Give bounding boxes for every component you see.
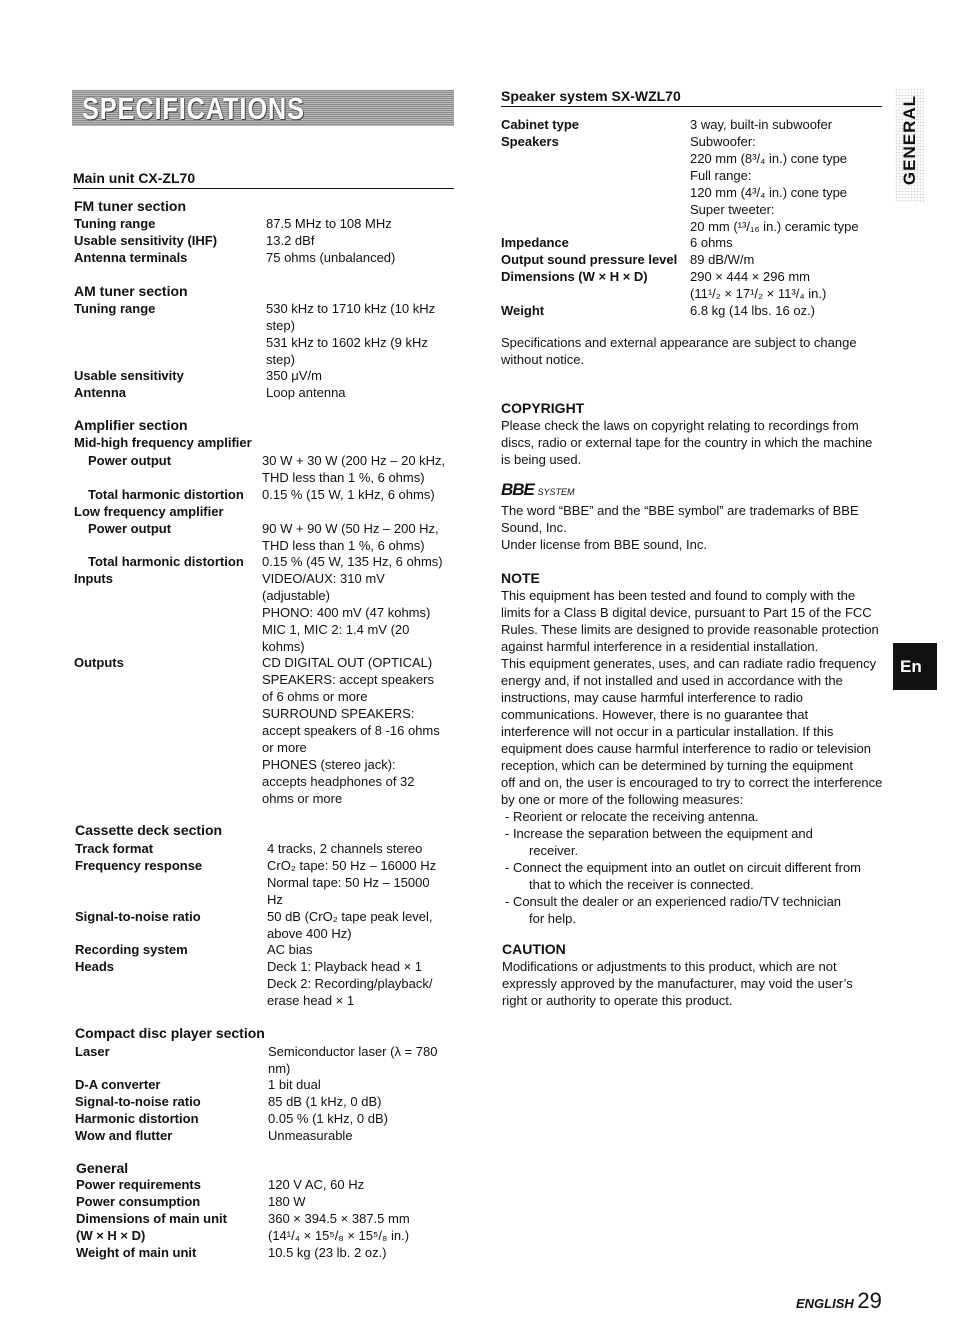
spec-value	[690, 116, 832, 133]
spec-value	[262, 520, 439, 554]
paragraph-line: Please check the laws on copyright relating to recordings from	[501, 418, 859, 433]
bbe-text	[501, 502, 859, 553]
spec-value-line: (11¹/₂ × 17¹/₂ × 11³/₄ in.)	[690, 286, 827, 301]
note-bullet-line: - Consult the dealer or an experienced radio/TV technician	[505, 894, 842, 909]
spec-value-line: ohms or more	[262, 791, 343, 806]
spec-value	[266, 300, 435, 368]
spec-value-line: 360 × 394.5 × 387.5 mm	[268, 1211, 410, 1226]
paragraph-line: equipment does cause harmful interference to radio or television	[501, 741, 871, 756]
note-bullet-line: - Increase the separation between the equipment and	[505, 826, 813, 841]
page-title: SPECIFICATIONS	[82, 91, 305, 126]
note-bullet-line: for help.	[529, 911, 576, 926]
spec-value-line: 350 μV/m	[266, 368, 322, 383]
spec-label: Total harmonic distortion	[88, 554, 244, 569]
paragraph-line: instructions, may cause harmful interference to radio	[501, 690, 804, 705]
spec-value	[268, 1210, 410, 1244]
spec-value-line: Full range:	[690, 168, 752, 183]
mid-amp-title: Mid-high frequency amplifier	[74, 435, 252, 450]
spec-value-line: 13.2 dBf	[266, 233, 315, 248]
spec-label: Tuning range	[74, 301, 156, 316]
general-tab	[895, 88, 925, 203]
spec-value-line: Unmeasurable	[268, 1128, 353, 1143]
spec-label: Laser	[75, 1044, 110, 1059]
spec-value	[268, 1127, 353, 1144]
spec-label: Speakers	[501, 134, 559, 149]
spec-label: Tuning range	[74, 216, 156, 231]
spec-value-line: MIC 1, MIC 2: 1.4 mV (20	[262, 622, 410, 637]
outputs-value	[262, 654, 440, 807]
spec-value-line: PHONO: 400 mV (47 kohms)	[262, 605, 431, 620]
paragraph-line: Sound, Inc.	[501, 520, 567, 535]
page-footer	[796, 1288, 882, 1314]
language-tab-label: En	[900, 657, 922, 676]
spec-value	[267, 857, 436, 908]
spec-label: Antenna terminals	[74, 250, 188, 265]
spec-value-line: 87.5 MHz to 108 MHz	[266, 216, 392, 231]
spec-value	[262, 452, 445, 486]
spec-value	[266, 232, 314, 249]
spec-value-line: 290 × 444 × 296 mm	[690, 269, 810, 284]
spec-notice-line: Specifications and external appearance are subject to change	[501, 335, 857, 350]
paragraph-line: communications. However, there is no guarantee that	[501, 707, 809, 722]
spec-value	[267, 908, 432, 942]
spec-value-line: Super tweeter:	[690, 202, 775, 217]
spec-value-line: 85 dB (1 kHz, 0 dB)	[268, 1094, 382, 1109]
spec-value	[268, 1244, 387, 1261]
outputs-label: Outputs	[74, 655, 124, 670]
spec-label: Track format	[75, 841, 154, 856]
cassette-section-title: Cassette deck section	[75, 822, 223, 838]
spec-value-line: kohms)	[262, 639, 305, 654]
spec-value-line: CD DIGITAL OUT (OPTICAL)	[262, 655, 433, 670]
paragraph-line: discs, radio or external tape for the country in which the machine	[501, 435, 873, 450]
paragraph-line: expressly approved by the manufacturer, may void the user’s	[502, 976, 853, 991]
spec-notice	[501, 334, 885, 368]
paragraph-line: off and on, the user is encouraged to try to correct the interference	[501, 775, 883, 790]
general-tab-label: GENERAL	[900, 94, 919, 186]
spec-value-line: 3 way, built-in subwoofer	[690, 117, 833, 132]
spec-label: Signal-to-noise ratio	[75, 1094, 201, 1109]
paragraph-line: The word “BBE” and the “BBE symbol” are trademarks of BBE	[501, 503, 859, 518]
spec-value	[690, 302, 815, 319]
spec-value	[266, 215, 392, 232]
spec-value-line: 30 W + 30 W (200 Hz – 20 kHz,	[262, 453, 446, 468]
spec-value	[690, 133, 859, 235]
am-section-title: AM tuner section	[74, 283, 188, 299]
spec-label: Signal-to-noise ratio	[75, 909, 201, 924]
spec-value-line: Hz	[267, 892, 283, 907]
spec-value	[268, 1193, 306, 1210]
spec-value-line: AC bias	[267, 942, 313, 957]
spec-label: Cabinet type	[501, 117, 580, 132]
spec-value-line: 531 kHz to 1602 kHz (9 kHz	[266, 335, 428, 350]
spec-value-line: Semiconductor laser (λ = 780	[268, 1044, 438, 1059]
main-unit-heading: Main unit CX-ZL70	[73, 170, 454, 189]
low-amp-title: Low frequency amplifier	[74, 504, 224, 519]
spec-value	[268, 1093, 381, 1110]
spec-label: Total harmonic distortion	[88, 487, 244, 502]
spec-label: Output sound pressure level	[501, 252, 678, 267]
spec-notice-line: without notice.	[501, 352, 585, 367]
note-heading: NOTE	[501, 570, 540, 586]
spec-value	[268, 1043, 437, 1077]
spec-value-line: Deck 1: Playback head × 1	[267, 959, 423, 974]
copyright-heading: COPYRIGHT	[501, 400, 585, 416]
spec-value-line: Deck 2: Recording/playback/	[267, 976, 433, 991]
spec-value	[266, 384, 346, 401]
spec-label: Power consumption	[76, 1194, 201, 1209]
note-text	[501, 587, 882, 927]
spec-value	[268, 1076, 321, 1093]
paragraph-line: Under license from BBE sound, Inc.	[501, 537, 707, 552]
note-bullet-line: that to which the receiver is connected.	[529, 877, 754, 892]
spec-value-line: 0.15 % (15 W, 1 kHz, 6 ohms)	[262, 487, 435, 502]
fm-section-title: FM tuner section	[74, 198, 187, 214]
note-bullet-line: - Connect the equipment into an outlet on circuit different from	[505, 860, 862, 875]
spec-value-line: accepts headphones of 32	[262, 774, 415, 789]
bbe-logo-mark: BBE	[501, 480, 534, 499]
section-banner	[72, 90, 454, 126]
spec-value-line: of 6 ohms or more	[262, 689, 368, 704]
caution-heading: CAUTION	[502, 941, 566, 957]
spec-value-line: 120 V AC, 60 Hz	[268, 1177, 365, 1192]
footer-label: ENGLISH	[796, 1296, 854, 1311]
spec-value-line: step)	[266, 318, 295, 333]
spec-label: Power requirements	[76, 1177, 201, 1192]
note-bullet-line: - Reorient or relocate the receiving antenna.	[505, 809, 759, 824]
caution-text	[502, 958, 853, 1009]
paragraph-line: energy and, if not installed and used in accordance with the	[501, 673, 843, 688]
cd-section-title: Compact disc player section	[75, 1025, 265, 1041]
spec-value-line: above 400 Hz)	[267, 926, 352, 941]
spec-label: Power output	[88, 453, 172, 468]
inputs-value	[262, 570, 430, 655]
spec-value-line: 75 ohms (unbalanced)	[266, 250, 396, 265]
spec-value-line: 120 mm (4³/₄ in.) cone type	[690, 185, 848, 200]
spec-value	[690, 268, 826, 302]
spec-value-line: 0.15 % (45 W, 135 Hz, 6 ohms)	[262, 554, 443, 569]
spec-value	[268, 1176, 364, 1193]
spec-value-line: 6 ohms	[690, 235, 733, 250]
spec-value-line: 90 W + 90 W (50 Hz – 200 Hz,	[262, 521, 439, 536]
spec-label: D-A converter	[75, 1077, 161, 1092]
spec-value	[267, 840, 422, 857]
spec-label: Antenna	[74, 385, 126, 400]
spec-value-line: THD less than 1 %, 6 ohms)	[262, 470, 425, 485]
spec-value-line: 50 dB (CrO₂ tape peak level,	[267, 909, 433, 924]
note-bullet-line: receiver.	[529, 843, 579, 858]
spec-value-line: Loop antenna	[266, 385, 346, 400]
spec-value	[267, 958, 432, 1009]
amp-section-title: Amplifier section	[74, 417, 188, 433]
paragraph-line: is being used.	[501, 452, 582, 467]
spec-label: Usable sensitivity (IHF)	[74, 233, 218, 248]
spec-label: Dimensions (W × H × D)	[501, 269, 648, 284]
spec-value-line: VIDEO/AUX: 310 mV	[262, 571, 385, 586]
spec-value-line: THD less than 1 %, 6 ohms)	[262, 538, 425, 553]
spec-value-line: 10.5 kg (23 lb. 2 oz.)	[268, 1245, 387, 1260]
spec-value-line: 1 bit dual	[268, 1077, 321, 1092]
language-tab	[893, 643, 937, 690]
general-section-title: General	[76, 1160, 129, 1176]
spec-label: Usable sensitivity	[74, 368, 184, 383]
inputs-label: Inputs	[74, 571, 113, 586]
bbe-logo-sub: SYSTEM	[537, 487, 575, 497]
paragraph-line: limits for a Class B digital device, pursuant to Part 15 of the FCC	[501, 605, 872, 620]
spec-value	[266, 367, 322, 384]
paragraph-line: Modifications or adjustments to this product, which are not	[502, 959, 837, 974]
copyright-text	[501, 417, 872, 468]
spec-value-line: SURROUND SPEAKERS:	[262, 706, 415, 721]
spec-value-line: 180 W	[268, 1194, 306, 1209]
paragraph-line: This equipment has been tested and found to comply with the	[501, 588, 856, 603]
spec-value-line: (adjustable)	[262, 588, 330, 603]
spec-value-line: erase head × 1	[267, 993, 355, 1008]
spec-value-line: accept speakers of 8 -16 ohms	[262, 723, 440, 738]
spec-value-line: 220 mm (8³/₄ in.) cone type	[690, 151, 848, 166]
spec-value	[262, 553, 443, 570]
spec-label: Harmonic distortion	[75, 1111, 199, 1126]
spec-value-line: Normal tape: 50 Hz – 15000	[267, 875, 430, 890]
spec-label: Frequency response	[75, 858, 203, 873]
paragraph-line: reception, which can be determined by turning the equipment	[501, 758, 853, 773]
spec-value	[690, 234, 733, 251]
paragraph-line: against harmful interference in a residential installation.	[501, 639, 819, 654]
paragraph-line: interference will not occur in a particular installation. If this	[501, 724, 834, 739]
spec-label: Weight	[501, 303, 545, 318]
spec-value-line: 530 kHz to 1710 kHz (10 kHz	[266, 301, 436, 316]
spec-value	[268, 1110, 388, 1127]
spec-label: Recording system	[75, 942, 188, 957]
bbe-logo	[501, 480, 575, 500]
spec-value-line: Subwoofer:	[690, 134, 756, 149]
spec-value-line: 4 tracks, 2 channels stereo	[267, 841, 423, 856]
spec-value-line: CrO₂ tape: 50 Hz – 16000 Hz	[267, 858, 437, 873]
spec-label: Heads	[75, 959, 115, 974]
spec-value-line: PHONES (stereo jack):	[262, 757, 396, 772]
spec-value	[267, 941, 313, 958]
spec-label: Impedance	[501, 235, 569, 250]
paragraph-line: Rules. These limits are designed to provide reasonable protection	[501, 622, 879, 637]
spec-value	[690, 251, 754, 268]
spec-value-line: 0.05 % (1 kHz, 0 dB)	[268, 1111, 388, 1126]
spec-value-line: 6.8 kg (14 lbs. 16 oz.)	[690, 303, 816, 318]
spec-label: (W × H × D)	[76, 1228, 146, 1243]
spec-value-line: or more	[262, 740, 307, 755]
spec-value-line: 20 mm (¹³/₁₆ in.) ceramic type	[690, 219, 859, 234]
spec-label: Wow and flutter	[75, 1128, 173, 1143]
spec-value	[266, 249, 395, 266]
paragraph-line: right or authority to operate this product.	[502, 993, 733, 1008]
spec-label: Dimensions of main unit	[76, 1211, 227, 1226]
spec-label: Power output	[88, 521, 172, 536]
spec-value-line: SPEAKERS: accept speakers	[262, 672, 434, 687]
spec-value-line: step)	[266, 352, 295, 367]
spec-label: Weight of main unit	[76, 1245, 197, 1260]
spec-value	[262, 486, 435, 503]
spec-value-line: (14¹/₄ × 15⁵/₈ × 15⁵/₈ in.)	[268, 1228, 410, 1243]
spec-value-line: nm)	[268, 1061, 291, 1076]
spec-value-line: 89 dB/W/m	[690, 252, 755, 267]
paragraph-line: This equipment generates, uses, and can radiate radio frequency	[501, 656, 877, 671]
page-number: 29	[857, 1288, 882, 1313]
speaker-heading: Speaker system SX-WZL70	[501, 88, 882, 107]
paragraph-line: by one or more of the following measures:	[501, 792, 744, 807]
